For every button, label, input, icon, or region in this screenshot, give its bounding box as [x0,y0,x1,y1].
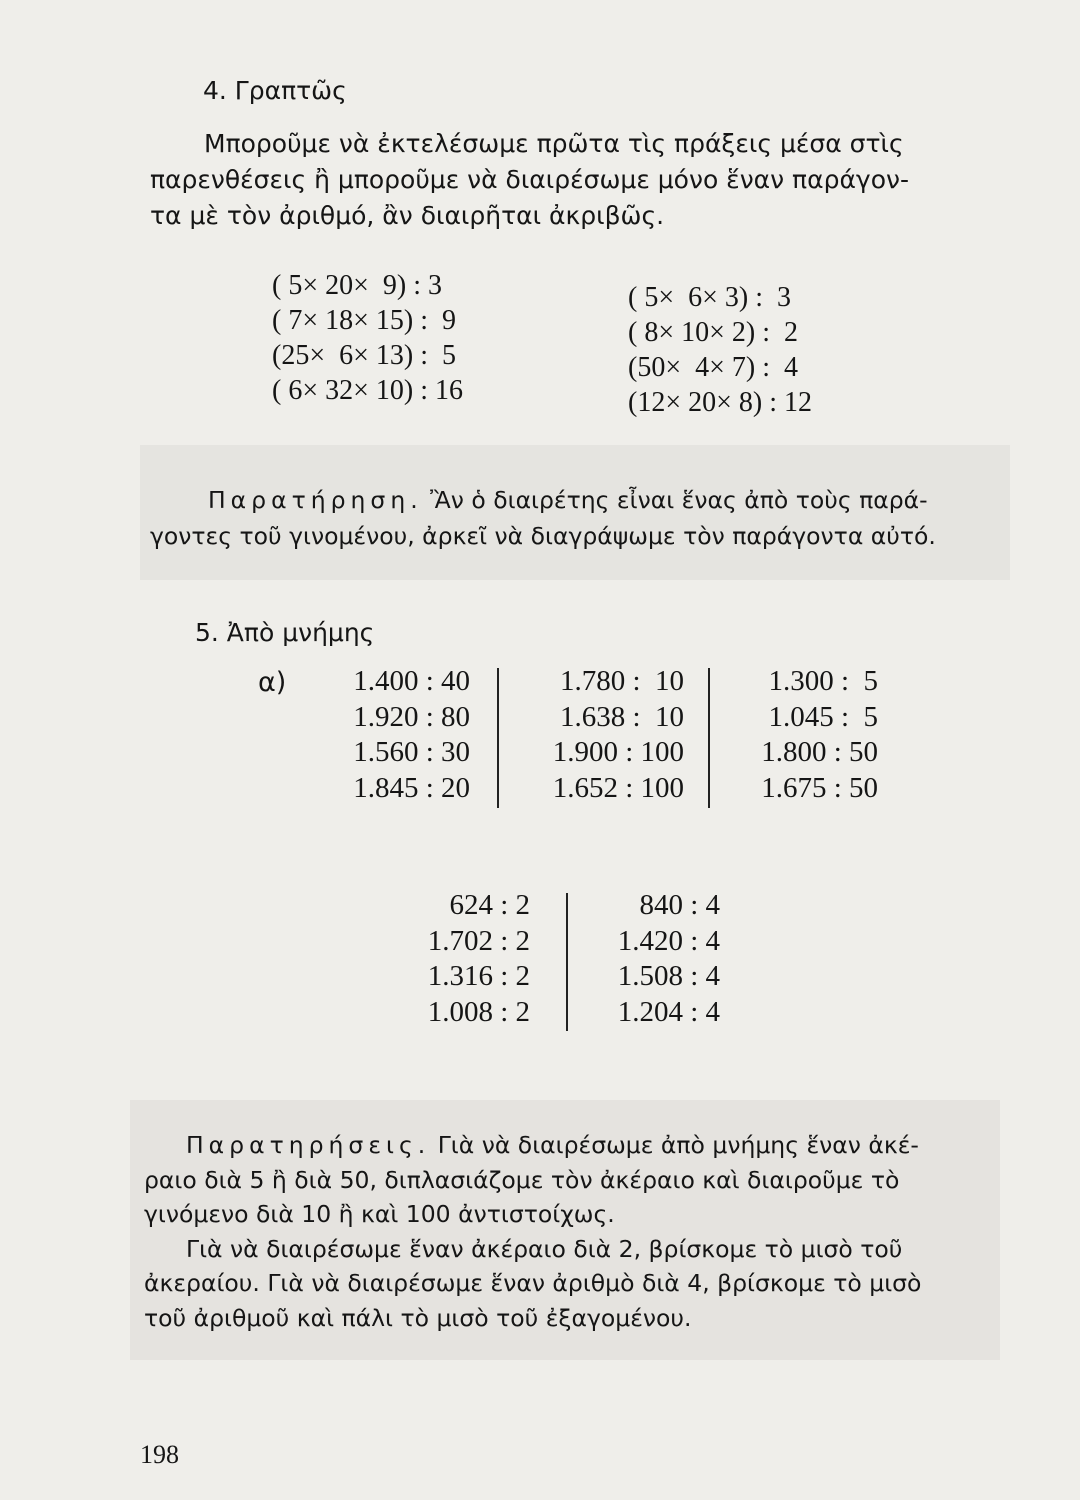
column-divider [708,668,710,808]
division: 1.560 : 30 [353,736,470,768]
part-label: α) [258,667,287,698]
section-5-notes [144,1128,1014,1335]
division: 1.008 : 2 [427,995,530,1028]
notes-line: τοῦ ἀριθμοῦ καὶ πάλι τὸ μισὸ τοῦ ἐξαγομένου. [144,1303,692,1332]
division: 1.508 : 4 [617,960,720,992]
division: 1.780 : 10 [559,665,684,697]
expression: (12× 20× 8) : 12 [628,387,813,418]
division-column [405,888,530,1030]
notes-line: ἀκεραίου. Γιὰ νὰ διαιρέσωμε ἕναν ἀριθμὸ διὰ 4, βρίσκομε τὸ μισὸ [144,1269,922,1297]
notes-line: Γιὰ νὰ διαιρέσωμε ἕναν ἀκέραιο διὰ 2, βρίσκομε τὸ μισὸ τοῦ [186,1234,903,1263]
expression: (50× 4× 7) : 4 [628,352,799,383]
notes-line: Γιὰ νὰ διαιρέσωμε ἀπὸ μνήμης ἕναν ἀκέ- [437,1131,919,1159]
expression: ( 7× 18× 15) : 9 [272,305,457,336]
expressions-right [628,280,812,420]
column-divider [497,668,499,808]
expression: ( 6× 32× 10) : 16 [272,375,464,406]
note-text: γοντες τοῦ γινομένου, ἀρκεῖ νὰ διαγράψωμε τὸν παράγοντα αὐτό. [150,522,936,550]
page-number: 198 [140,1440,179,1469]
division-column [595,888,720,1030]
division: 1.845 : 20 [353,771,470,804]
note-text: Ἂν ὁ διαιρέτης εἶναι ἕνας ἀπὸ τοὺς παρά- [430,486,928,514]
division: 1.920 : 80 [353,700,470,733]
notes-label: Παρατηρήσεις. [186,1131,431,1159]
expression: ( 5× 20× 9) : 3 [272,270,443,301]
expression: ( 8× 10× 2) : 2 [628,317,799,348]
notes-line: γινόμενο διὰ 10 ἢ καὶ 100 ἀντιστοίχως. [144,1200,615,1228]
division: 1.400 : 40 [353,665,470,697]
division: 840 : 4 [639,889,720,921]
intro-line: παρενθέσεις ἢ μποροῦμε νὰ διαιρέσωμε μόνο ἕναν παράγον- [150,165,910,194]
section-4-intro [150,126,1020,234]
division: 1.800 : 50 [761,736,878,768]
division: 1.420 : 4 [617,924,720,957]
division: 1.900 : 100 [552,736,684,768]
division: 1.675 : 50 [761,771,878,804]
intro-line: Μποροῦμε νὰ ἐκτελέσωμε πρῶτα τὶς πράξεις μέσα στὶς [204,129,904,158]
division: 624 : 2 [449,889,530,921]
section-5-heading: 5. Ἀπὸ μνήμης [195,618,375,647]
intro-line: τα μὲ τὸν ἀριθμό, ἂν διαιρῆται ἀκριβῶς. [150,201,665,230]
division: 1.316 : 2 [427,960,530,992]
division-column [524,664,684,806]
division: 1.204 : 4 [617,995,720,1028]
division-column [736,664,878,806]
column-divider [566,893,568,1031]
division: 1.652 : 100 [552,771,684,804]
division-column [330,664,470,806]
division: 1.300 : 5 [768,665,878,697]
expressions-left [272,268,463,408]
expression: (25× 6× 13) : 5 [272,340,457,371]
division: 1.638 : 10 [559,700,684,733]
section-4-note [150,482,1020,554]
note-label: Παρατήρηση. [208,486,423,514]
division: 1.045 : 5 [768,700,878,733]
expression: ( 5× 6× 3) : 3 [628,282,792,313]
division: 1.702 : 2 [427,924,530,957]
section-4-heading: 4. Γραπτῶς [203,76,347,105]
notes-line: ραιο διὰ 5 ἢ διὰ 50, διπλασιάζομε τὸν ἀκέραιο καὶ διαιροῦμε τὸ [144,1165,900,1194]
